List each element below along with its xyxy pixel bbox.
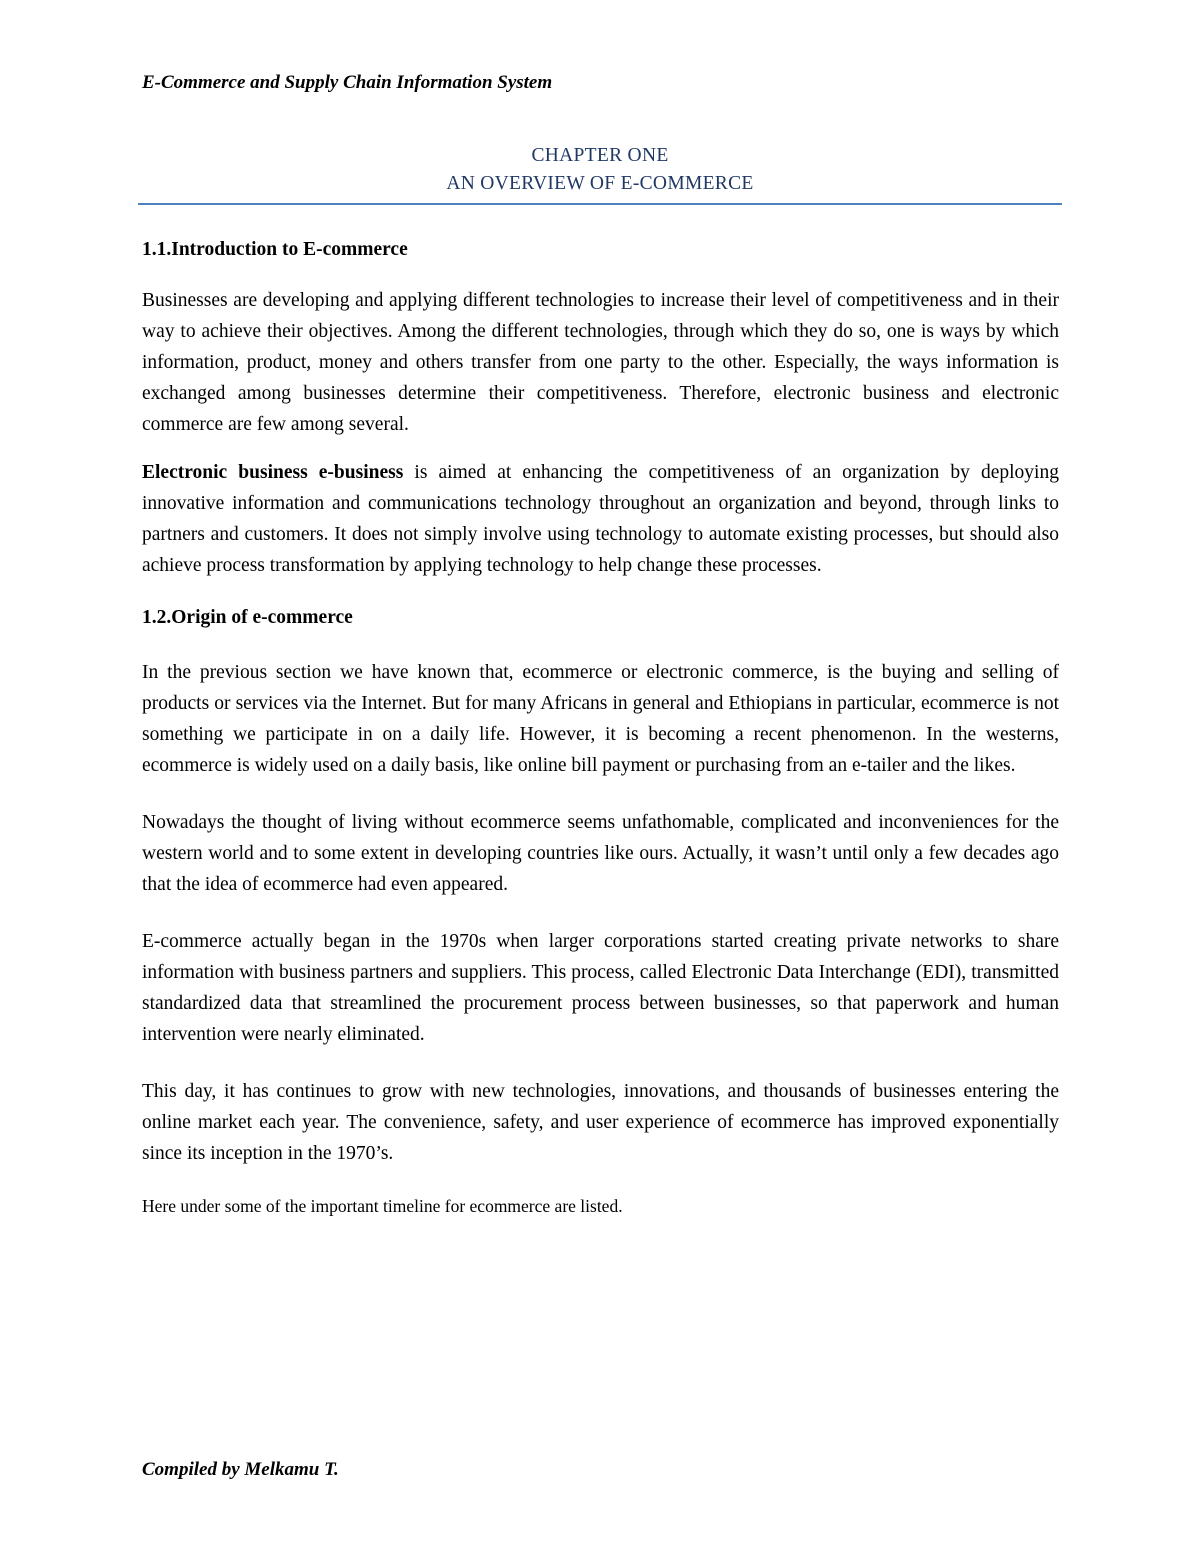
ebusiness-text: is aimed at enhancing the competitiveness of an organization by deploying innovative information and communications technology throughout an organization and beyond, through links to partners and customers. It does not simply involve using technology to automate existing processes, but should also achieve process transformation by applying technology to help change these processes. [142,462,1059,576]
paragraph-origin-1970s: E-commerce actually began in the 1970s when larger corporations started creating private networks to share information with business partners and suppliers. This process, called Electronic Data Interchange (EDI), transmitted standardized data that streamlined the procurement process between businesses, so that paperwork and human intervention were nearly eliminated. [142,931,1059,1045]
section-heading-origin: 1.2.Origin of e-commerce [142,607,353,628]
document-body [142,236,1059,1219]
paragraph-intro-businesses: Businesses are developing and applying different technologies to increase their level of competitiveness and in their way to achieve their objectives. Among the different technologies, through which they do so, one is ways by which information, product, money and others transfer from one party to the other. Especially, the ways information is exchanged among businesses determine their competitiveness. Therefore, electronic business and electronic commerce are few among several. [142,290,1059,435]
chapter-title: AN OVERVIEW OF E-COMMERCE [446,173,754,194]
ebusiness-term: Electronic business e-business [142,462,404,483]
running-header: E-Commerce and Supply Chain Information System [142,72,553,93]
chapter-number: CHAPTER ONE [531,145,669,166]
paragraph-origin-nowadays: Nowadays the thought of living without ecommerce seems unfathomable, complicated and inconveniences for the western world and to some extent in developing countries like ours. Actually, it wasn’t until only a few decades ago that the idea of ecommerce had even appeared. [142,812,1059,895]
paragraph-origin-previous-section: In the previous section we have known that, ecommerce or electronic commerce, is the buying and selling of products or services via the Internet. But for many Africans in general and Ethiopians in particular, ecommerce is not something we participate in on a daily life. However, it is becoming a recent phenomenon. In the westerns, ecommerce is widely used on a daily basis, like online bill payment or purchasing from an e-tailer and the likes. [142,662,1059,776]
chapter-divider [138,203,1062,205]
section-heading-introduction: 1.1.Introduction to E-commerce [142,239,408,260]
paragraph-ebusiness-definition [142,457,1059,581]
paragraph-origin-this-day: This day, it has continues to grow with new technologies, innovations, and thousands of businesses entering the online market each year. The convenience, safety, and user experience of ecommerce has improved exponentially since its inception in the 1970’s. [142,1081,1059,1164]
chapter-heading [138,142,1062,198]
page-footer: Compiled by Melkamu T. [142,1459,339,1480]
paragraph-timeline-intro: Here under some of the important timeline for ecommerce are listed. [142,1196,623,1216]
